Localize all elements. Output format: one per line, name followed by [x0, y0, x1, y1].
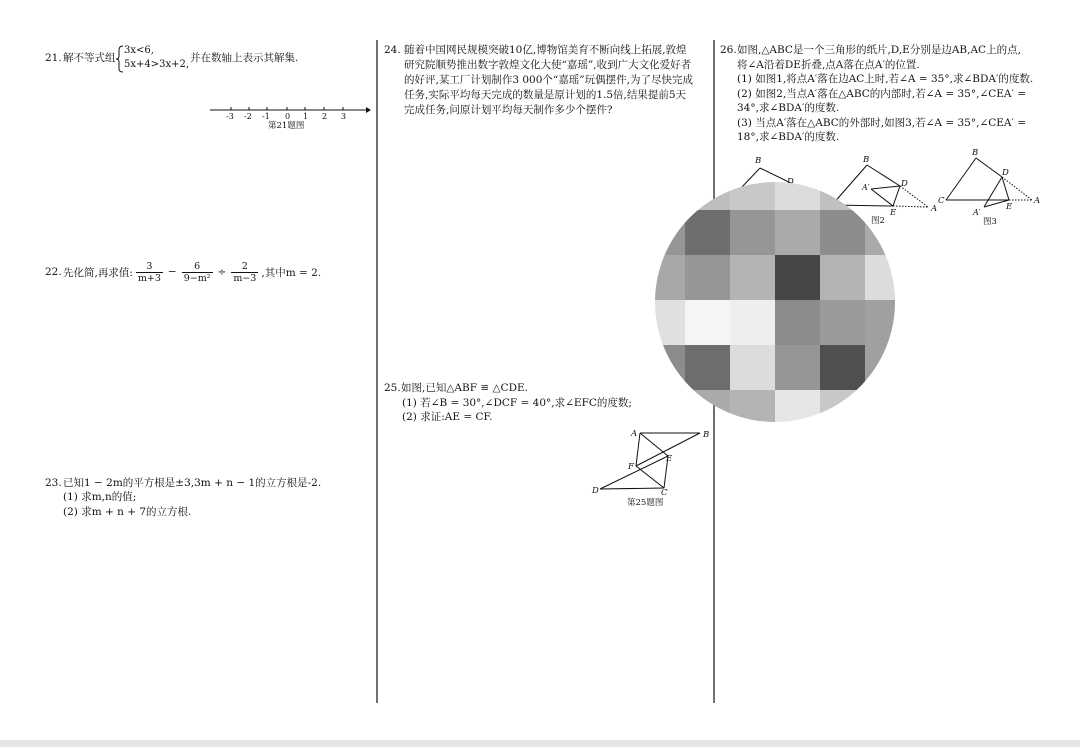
- figure-caption: 第21题图: [268, 121, 305, 131]
- question-line: 18°,求∠BDA′的度数.: [737, 131, 840, 143]
- redaction-cell: [865, 165, 910, 210]
- vertex-label: E: [890, 208, 897, 218]
- redaction-cell: [775, 210, 820, 255]
- axis-tick-label: -3: [226, 112, 234, 121]
- redaction-cell: [640, 210, 685, 255]
- denominator: m−3: [233, 272, 257, 284]
- redaction-cell: [820, 300, 865, 345]
- question-text: 并在数轴上表示其解集.: [190, 52, 299, 64]
- figure-caption: 图3: [983, 217, 997, 227]
- inequality-line: 3x<6,: [124, 45, 154, 56]
- vertex-label: C: [938, 196, 945, 206]
- redaction-cells: [640, 165, 910, 435]
- page-bottom-edge: [0, 740, 1080, 747]
- vertex-label: B: [863, 155, 870, 165]
- question-number: 22.: [45, 266, 62, 278]
- redaction-cell: [640, 390, 685, 435]
- vertex-label: D: [787, 177, 794, 187]
- question-line: (2) 如图2,当点A′落在△ABC的内部时,若∠A = 35°,∠CEA′ =: [737, 88, 1027, 100]
- vertex-label: D: [592, 486, 599, 496]
- vertex-label: A: [931, 204, 938, 214]
- vertex-label: A′: [973, 208, 981, 217]
- redaction-cell: [640, 300, 685, 345]
- vertex-label: A: [631, 429, 638, 439]
- question-line: 将∠A沿着DE折叠,点A落在点A′的位置.: [737, 59, 920, 71]
- vertex-label: C: [661, 488, 668, 498]
- redaction-cell: [640, 255, 685, 300]
- vertex-label: B: [755, 156, 762, 166]
- redaction-cell: [730, 390, 775, 435]
- question-line: 的好评,某工厂计划制作3 000个“嘉瑶”玩偶摆件,为了尽快完成: [404, 74, 693, 86]
- vertex-label: D: [1002, 168, 1009, 178]
- figure-caption: 第25题图: [627, 498, 664, 508]
- question-line: (1) 如图1,将点A′落在边AC上时,若∠A = 35°,求∠BDA′的度数.: [737, 73, 1034, 85]
- vertex-label: B: [972, 148, 979, 158]
- question-number: 24.: [384, 44, 401, 56]
- vertex-label: A: [1034, 196, 1041, 206]
- question-line: 任务,实际平均每天完成的数量是原计划的1.5倍,结果提前5天: [404, 89, 687, 101]
- operator: ÷: [217, 266, 227, 278]
- question-line: 完成任务,问原计划平均每天制作多少个摆件?: [404, 104, 613, 116]
- redaction-cell: [865, 345, 910, 390]
- question-text: 解不等式组: [63, 52, 116, 64]
- sub-question: (1) 求m,n的值;: [63, 491, 137, 503]
- redaction-cell: [865, 300, 910, 345]
- redaction-cell: [775, 390, 820, 435]
- vertex-label: E: [666, 454, 673, 464]
- redaction-cell: [730, 255, 775, 300]
- question-text: 已知1 − 2m的平方根是±3,3m + n − 1的立方根是-2.: [63, 477, 322, 489]
- redaction-cell: [685, 390, 730, 435]
- figure-caption: 图2: [871, 216, 885, 226]
- redaction-cell: [865, 390, 910, 435]
- redaction-cell: [730, 165, 775, 210]
- axis-tick-label: 1: [303, 112, 309, 121]
- redaction-cell: [730, 300, 775, 345]
- redaction-cell: [730, 345, 775, 390]
- redaction-cell: [685, 300, 730, 345]
- redaction-cell: [640, 345, 685, 390]
- axis-tick-label: 2: [322, 112, 328, 121]
- operator: −: [167, 266, 177, 278]
- question-line: 研究院顺势推出数字敦煌文化大使“嘉瑶”,收到广大文化爱好者: [404, 59, 692, 71]
- question-line: 34°,求∠BDA′的度数.: [737, 102, 840, 114]
- question-number: 25.: [384, 382, 401, 394]
- redaction-cell: [820, 165, 865, 210]
- redaction-cell: [775, 345, 820, 390]
- question-text: 如图,已知△ABF ≌ △CDE.: [401, 382, 528, 394]
- denominator: 9−m²: [183, 272, 211, 284]
- numerator: 3: [146, 260, 153, 272]
- vertex-label: E: [1006, 202, 1013, 212]
- vertex-label: F: [628, 462, 634, 472]
- axis-tick-label: 0: [285, 112, 291, 121]
- question-line: (3) 当点A′落在△ABC的外部时,如图3,若∠A = 35°,∠CEA′ =: [737, 117, 1027, 129]
- redaction-cell: [730, 210, 775, 255]
- redaction-cell: [820, 210, 865, 255]
- redaction-cell: [775, 255, 820, 300]
- redaction-cell: [820, 345, 865, 390]
- redaction-cell: [685, 210, 730, 255]
- denominator: m+3: [137, 272, 161, 284]
- question-text: 先化简,再求值:: [63, 266, 133, 279]
- redaction-cell: [685, 165, 730, 210]
- axis-tick-label: 3: [341, 112, 347, 121]
- redaction-cell: [775, 165, 820, 210]
- vertex-label: A′: [862, 183, 870, 192]
- redaction-cell: [820, 390, 865, 435]
- redaction-cell: [775, 300, 820, 345]
- redaction-cell: [820, 255, 865, 300]
- question-line: 如图,△ABC是一个三角形的纸片,D,E分别是边AB,AC上的点,: [737, 44, 1021, 56]
- redaction-cell: [640, 165, 685, 210]
- vertex-label: D: [901, 179, 908, 189]
- numerator: 6: [194, 260, 201, 272]
- numerator: 2: [241, 260, 248, 272]
- axis-tick-label: -1: [262, 112, 270, 121]
- vertex-label: B: [703, 430, 710, 440]
- redaction-cell: [865, 210, 910, 255]
- sub-question: (2) 求证:AE = CF.: [402, 411, 493, 423]
- redaction-cell: [685, 345, 730, 390]
- sub-question: (1) 若∠B = 30°,∠DCF = 40°,求∠EFC的度数;: [402, 397, 632, 409]
- question-number: 21.: [45, 52, 62, 64]
- redaction-cell: [685, 255, 730, 300]
- question-number: 23.: [45, 477, 62, 489]
- inequality-line: 5x+4>3x+2,: [124, 59, 190, 70]
- question-line: 随着中国网民规模突破10亿,博物馆美育不断向线上拓展,敦煌: [404, 44, 687, 56]
- sub-question: (2) 求m + n + 7的立方根.: [63, 506, 192, 518]
- question-number: 26.: [720, 44, 737, 56]
- question-text: ,其中m = 2.: [261, 266, 322, 279]
- axis-tick-label: -2: [244, 112, 252, 121]
- redaction-cell: [865, 255, 910, 300]
